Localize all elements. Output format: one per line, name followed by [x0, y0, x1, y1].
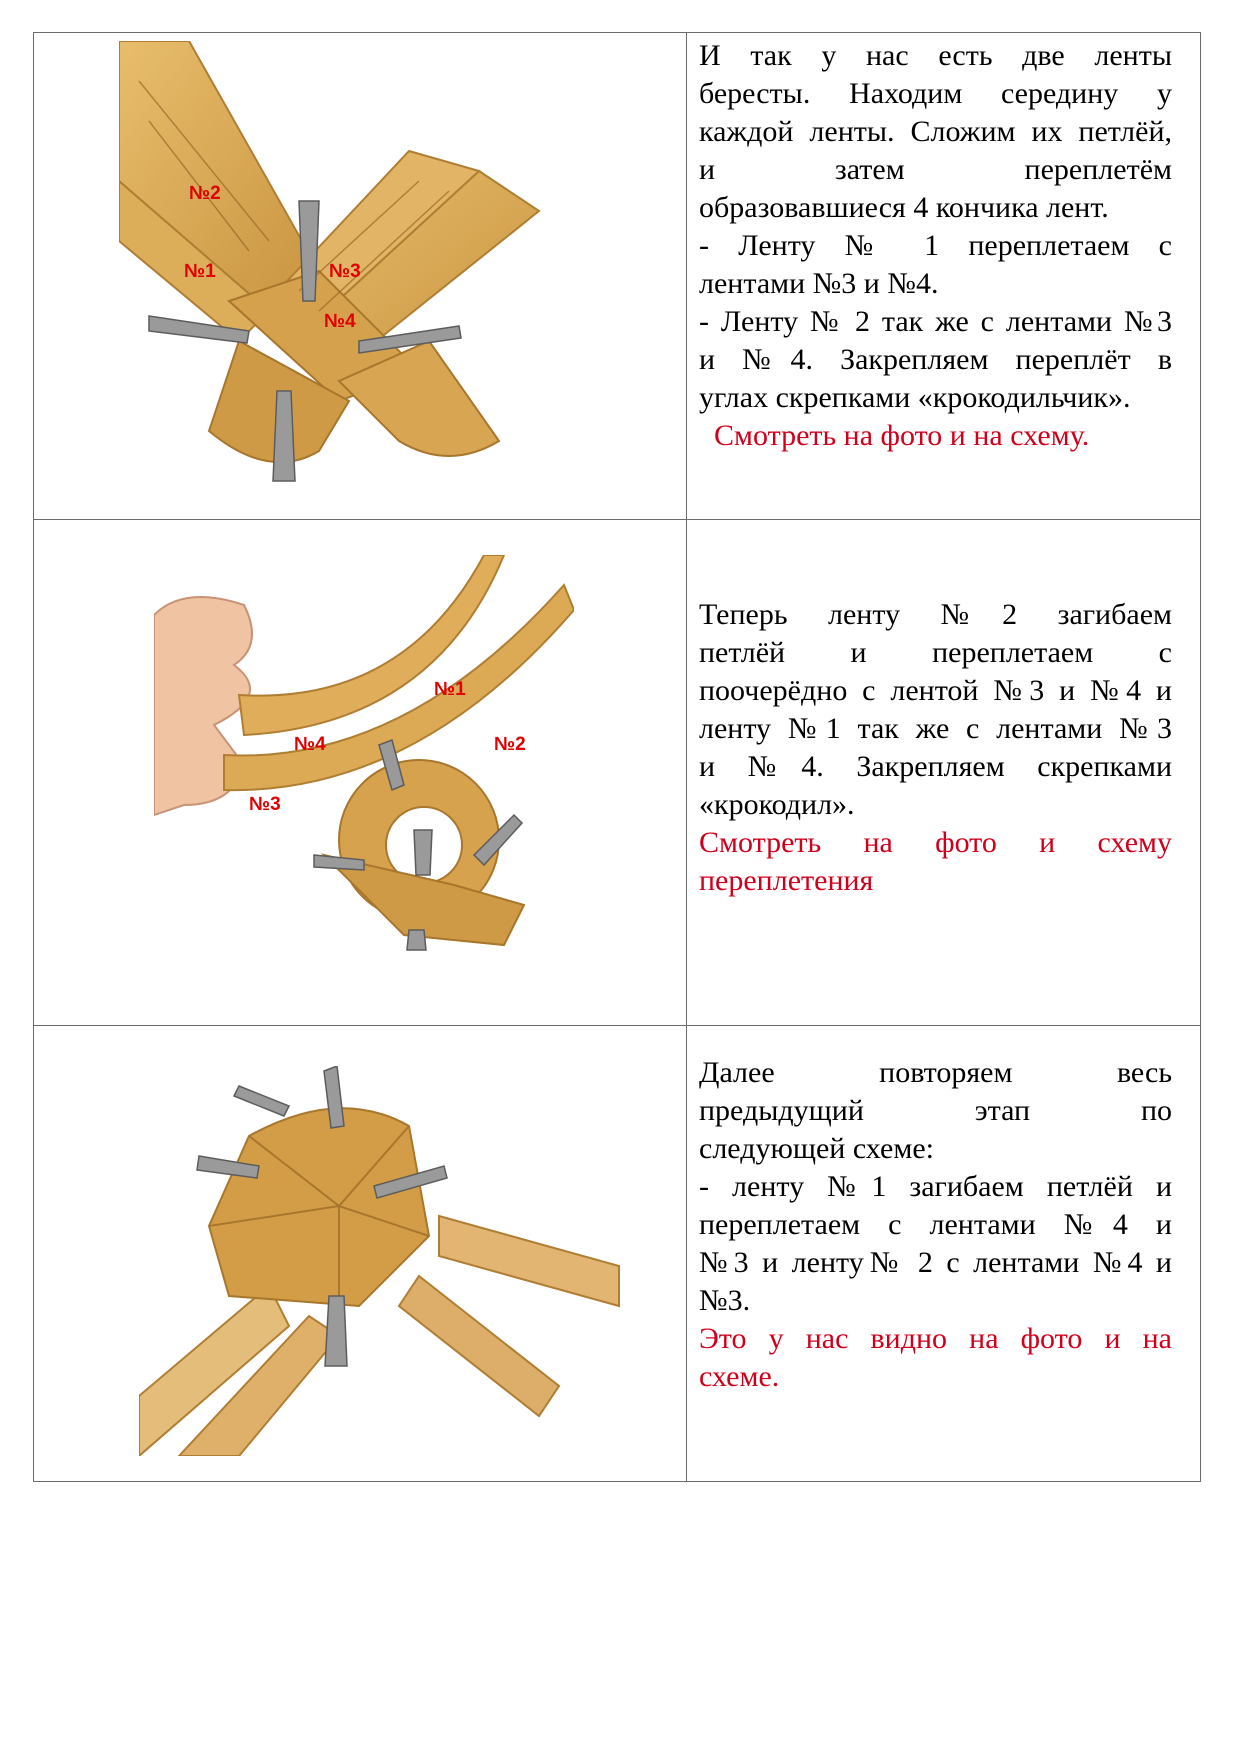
step-1-line: И так у нас есть две ленты: [699, 39, 1172, 72]
step-2-line: петлёй и переплетаем с: [699, 636, 1172, 669]
step-1-line: - Ленту № 2 так же с лентами №3: [699, 305, 1172, 338]
step-1-label-3: №3: [329, 261, 361, 282]
step-3-line: следующей схеме:: [699, 1132, 934, 1165]
step-row-2: [34, 520, 1201, 1026]
step-1-label-1: №2: [189, 183, 221, 204]
instructions-table: [33, 32, 1201, 1482]
step-1-line: углах скрепками «крокодильчик».: [699, 381, 1131, 414]
step-3-photo-cell: [34, 1026, 687, 1482]
step-1-photo: [119, 41, 599, 501]
step-2-label-1: №1: [434, 679, 466, 700]
step-3-line: предыдущий этап по: [699, 1094, 1172, 1127]
step-1-photo-cell: [34, 33, 687, 520]
step-1-text: [687, 33, 1200, 455]
step-3-note-line: схеме.: [699, 1360, 780, 1393]
step-2-photo: [154, 555, 574, 1005]
step-2-line: поочерёдно с лентой №3 и №4 и: [699, 674, 1172, 707]
step-3-text-cell: [687, 1026, 1201, 1482]
step-2-line: «крокодил».: [699, 788, 855, 821]
step-1-line: и №4. Закрепляем переплёт в: [699, 343, 1172, 376]
step-2-note-line: Смотреть на фото и схему: [699, 826, 1172, 859]
step-3-line: Далее повторяем весь: [699, 1056, 1172, 1089]
step-1-line: каждой ленты. Сложим их петлёй,: [699, 115, 1172, 148]
step-3-note-line: Это у нас видно на фото и на: [699, 1322, 1172, 1355]
step-1-text-cell: [687, 33, 1201, 520]
step-1-line: - Ленту № 1 переплетаем с: [699, 229, 1172, 262]
step-1-line: и затем переплетём: [699, 153, 1172, 186]
step-2-text-cell: [687, 520, 1201, 1026]
step-3-line: №3 и ленту№ 2 с лентами №4 и: [699, 1246, 1172, 1279]
step-2-text: [687, 520, 1200, 900]
step-3-line: переплетаем с лентами №4 и: [699, 1208, 1172, 1241]
step-2-note-line: переплетения: [699, 864, 874, 897]
step-2-photo-cell: [34, 520, 687, 1026]
step-3-text: [687, 1026, 1200, 1396]
step-2-line: и №4. Закрепляем скрепками: [699, 750, 1172, 783]
step-1-line: бересты. Находим середину у: [699, 77, 1172, 110]
step-2-label-2: №4: [294, 734, 326, 755]
step-row-3: [34, 1026, 1201, 1482]
step-3-photo: [139, 1066, 629, 1456]
step-2-label-4: №3: [249, 794, 281, 815]
step-1-note: Смотреть на фото и на схему.: [699, 419, 1090, 452]
step-2-label-3: №2: [494, 734, 526, 755]
step-2-line: ленту №1 так же с лентами №3: [699, 712, 1172, 745]
step-3-line: - ленту №1 загибаем петлёй и: [699, 1170, 1172, 1203]
step-1-label-2: №1: [184, 261, 216, 282]
step-1-label-4: №4: [324, 311, 356, 332]
step-1-line: образовавшиеся 4 кончика лент.: [699, 191, 1109, 224]
step-3-line: №3.: [699, 1284, 751, 1317]
step-2-line: Теперь ленту №2 загибаем: [699, 598, 1172, 631]
step-row-1: [34, 33, 1201, 520]
step-1-line: лентами №3 и №4.: [699, 267, 939, 300]
